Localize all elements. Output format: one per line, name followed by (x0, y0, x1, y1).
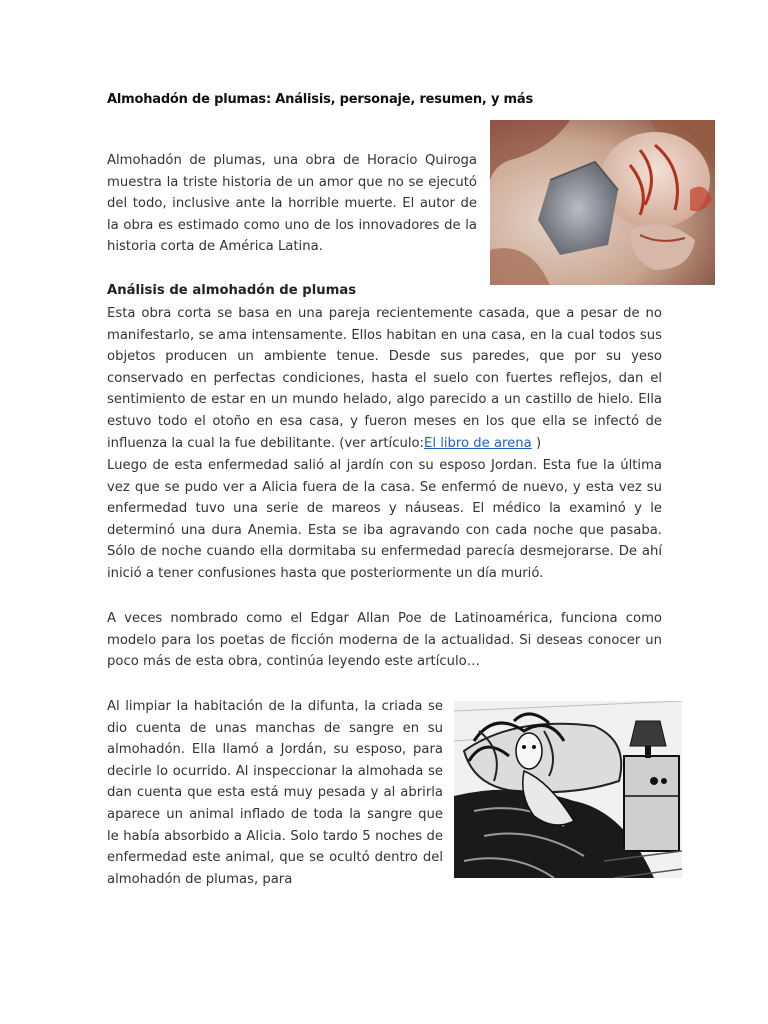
analysis-text-1: Esta obra corta se basa en una pareja recientemente casada, que a pesar de no manifestarlo, se ama intensamente. Ellos habitan en una casa, en la cual todos sus objetos producen un ambiente tenue. Desde sus paredes, que por su yeso conservado en perfectas condiciones, hasta el suelo con fuertes reflejos, dan el sentimiento de estar en un mundo helado, algo parecido a un castillo de hielo. Ella estuvo todo el otoño en esa casa, y fueron meses en los que ella se infectó de influenza la cual la fue debilitante. (ver artículo: (107, 306, 662, 451)
woman-in-bed-drawing (454, 701, 682, 878)
poe-text: A veces nombrado como el Edgar Allan Poe de Latinoamérica, funciona como modelo para los poetas de ficción moderna de la actualidad. Si deseas conocer un poco más de esta obra, continúa leyendo este artículo… (107, 611, 662, 670)
final-text: Al limpiar la habitación de la difunta, la criada se dio cuenta de unas manchas de sangre en su almohadón. Ella llamó a Jordán, su esposo, para decirle lo ocurrido. Al inspeccionar la almohada se dan cuenta que esta está muy pesada y al abrirla aparece un animal inflado de toda la sangre que le había absorbido a Alicia. Solo tardo 5 noches de enfermedad este animal, que se ocultó dentro del almohadón de plumas, para (107, 699, 443, 887)
analysis-paragraph-1 (107, 303, 662, 454)
analysis-text-1-end: ) (531, 435, 542, 451)
painting-illustration (490, 120, 715, 285)
painting-image (490, 120, 715, 285)
poe-paragraph (107, 608, 662, 673)
analysis-paragraph-2 (107, 455, 662, 585)
page-title: Almohadón de plumas: Análisis, personaje, resumen, y más (107, 92, 534, 107)
analysis-heading: Análisis de almohadón de plumas (107, 283, 357, 298)
intro-text: Almohadón de plumas, una obra de Horacio Quiroga muestra la triste historia de un amor que no se ejecutó del todo, inclusive ante la horrible muerte. El autor de la obra es estimado como uno de los innovadores de la historia corta de América Latina. (107, 153, 477, 255)
drawing-image (454, 701, 682, 878)
analysis-text-2: Luego de esta enfermedad salió al jardín con su esposo Jordan. Esta fue la última vez que se pudo ver a Alicia fuera de la casa. Se enfermó de nuevo, y esta vez su enfermedad tuvo una serie de mareos y náuseas. El médico la examinó y le determinó una dura Anemia. Esta se iba agravando con cada noche que pasaba. Sólo de noche cuando ella dormitaba su enfermedad parecía desmejorarse. De ahí inició a tener confusiones hasta que posteriormente un día murió. (107, 458, 662, 581)
el-libro-de-arena-link[interactable]: El libro de arena (424, 435, 532, 451)
final-paragraph (107, 696, 443, 890)
intro-paragraph (107, 150, 477, 258)
